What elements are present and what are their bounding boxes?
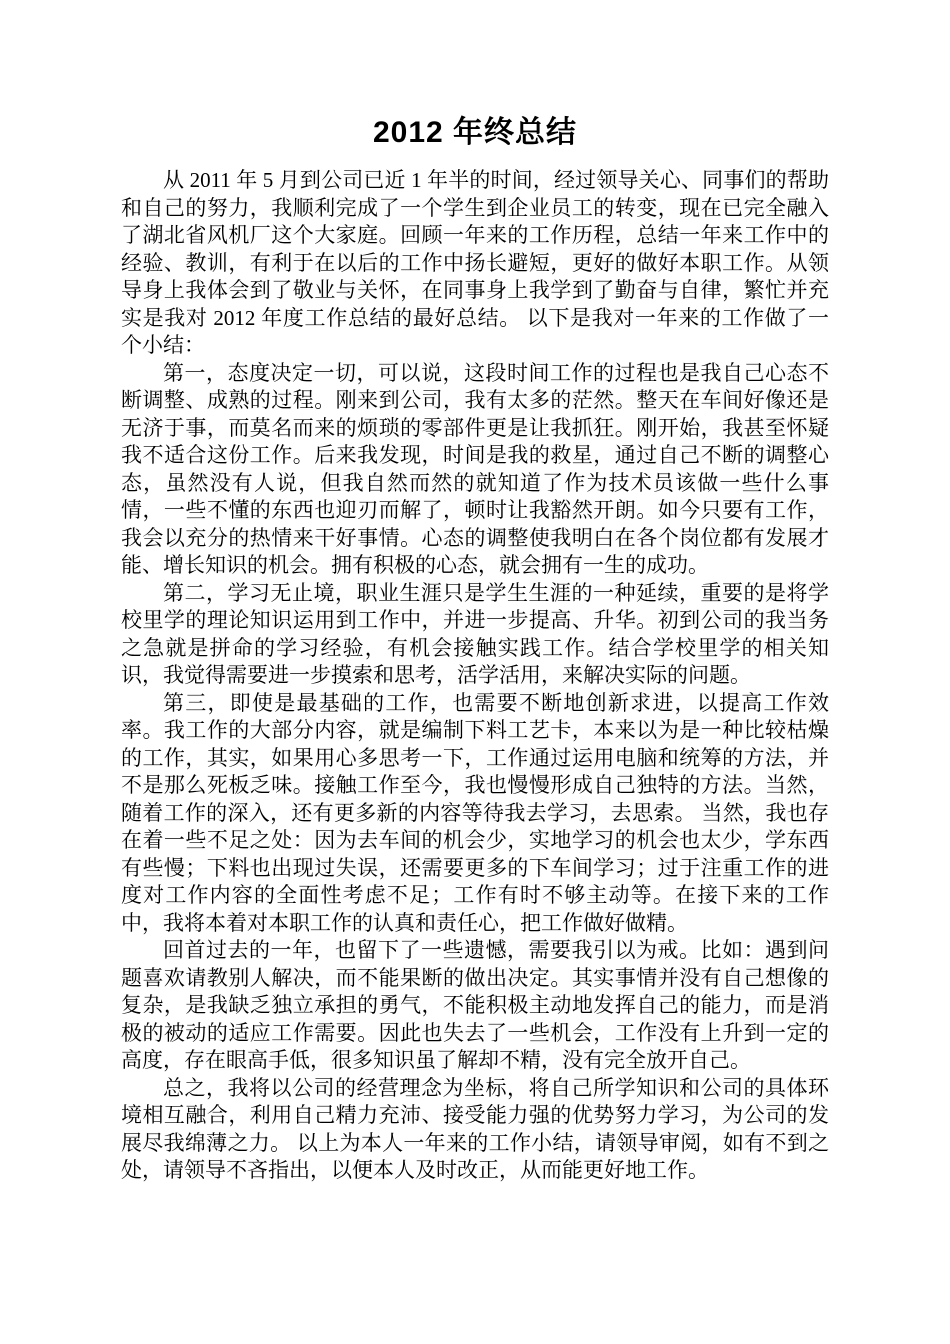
paragraph-conclusion: 总之，我将以公司的经营理念为坐标，将自己所学知识和公司的具体环境相互融合，利用自己精力充沛、接受能力强的优势努力学习，为公司的发展尽我绵薄之力。 以上为本人一年来的工作小结，请领导审阅，如有不到之处，请领导不吝指出，以便本人及时改正，从而能更好地工作。: [121, 1075, 829, 1182]
paragraph-first-point: 第一，态度决定一切，可以说，这段时间工作的过程也是我自己心态不断调整、成熟的过程。刚来到公司，我有太多的茫然。整天在车间好像还是无济于事，而莫名而来的烦琐的零部件更是让我抓狂。刚开始，我甚至怀疑我不适合这份工作。后来我发现，时间是我的救星，通过自己不断的调整心态，虽然没有人说，但我自然而然的就知道了作为技术员该做一些什么事情，一些不懂的东西也迎刃而解了，顿时让我豁然开朗。如今只要有工作，我会以充分的热情来干好事情。心态的调整使我明白在各个岗位都有发展才能、增长知识的机会。拥有积极的心态，就会拥有一生的成功。: [121, 360, 829, 577]
paragraph-second-point: 第二，学习无止境，职业生涯只是学生生涯的一种延续，重要的是将学校里学的理论知识运用到工作中，并进一步提高、升华。初到公司的我当务之急就是拼命的学习经验，有机会接触实践工作。结合学校里学的相关知识，我觉得需要进一步摸索和思考，活学活用，来解决实际的问题。: [121, 580, 829, 687]
document-title: 2012 年终总结: [372, 116, 578, 149]
paragraph-third-point: 第三，即使是最基础的工作，也需要不断地创新求进，以提高工作效率。我工作的大部分内容，就是编制下料工艺卡，本来以为是一种比较枯燥的工作，其实，如果用心多思考一下，工作通过运用电脑和统筹的方法，并不是那么死板乏味。接触工作至今，我也慢慢形成自己独特的方法。当然，随着工作的深入，还有更多新的内容等待我去学习，去思索。 当然，我也存在着一些不足之处：因为去车间的机会少，实地学习的机会也太少，学东西有些慢；下料也出现过失误，还需要更多的下车间学习；过于注重工作的进度对工作内容的全面性考虑不足；工作有时不够主动等。在接下来的工作中，我将本着对本职工作的认真和责任心，把工作做好做精。: [121, 690, 829, 935]
paragraph-intro: 从 2011 年 5 月到公司已近 1 年半的时间，经过领导关心、同事们的帮助和自己的努力，我顺利完成了一个学生到企业员工的转变，现在已完全融入了湖北省风机厂这个大家庭。回顾一年来的工作历程，总结一年来工作中的经验、教训，有利于在以后的工作中扬长避短，更好的做好本职工作。从领导身上我体会到了敬业与关怀，在同事身上我学到了勤奋与自律，繁忙并充实是我对 2012 年度工作总结的最好总结。 以下是我对一年来的工作做了一个小结：: [121, 168, 829, 357]
document-body: [121, 167, 829, 1185]
paragraph-regrets: 回首过去的一年，也留下了一些遗憾，需要我引以为戒。比如：遇到问题喜欢请教别人解决，而不能果断的做出决定。其实事情并没有自己想像的复杂，是我缺乏独立承担的勇气，不能积极主动地发挥自己的能力，而是消极的被动的适应工作需要。因此也失去了一些机会，工作没有上升到一定的高度，存在眼高手低，很多知识虽了解却不精，没有完全放开自己。: [121, 938, 829, 1072]
